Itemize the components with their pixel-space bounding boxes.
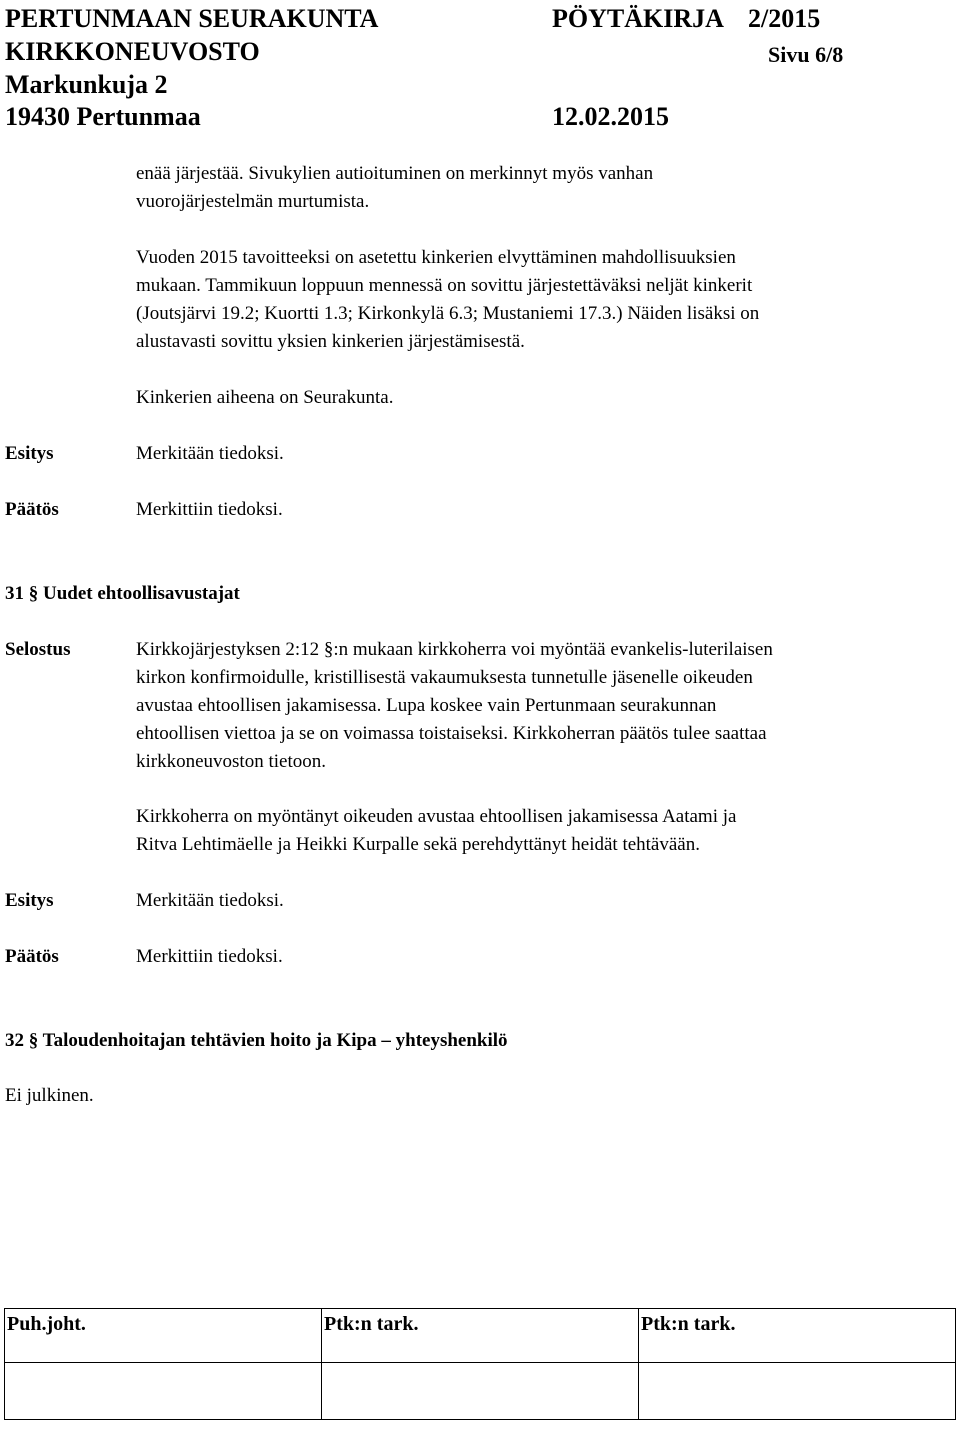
- paatos-label: Päätös: [5, 499, 59, 520]
- esitys-text: Merkitään tiedoksi.: [136, 890, 284, 911]
- selostus-label: Selostus: [5, 639, 71, 660]
- section-32-title: 32 § Taloudenhoitajan tehtävien hoito ja Kipa – yhteyshenkilö: [5, 1030, 508, 1051]
- body-name: KIRKKONEUVOSTO: [5, 37, 260, 66]
- doc-number: 2/2015: [748, 4, 821, 33]
- signature-examiner-label: Ptk:n tark.: [639, 1309, 956, 1363]
- esitys-label: Esitys: [5, 443, 54, 464]
- street-address: Markunkuja 2: [5, 70, 168, 99]
- selostus-paragraph: Kirkkojärjestyksen 2:12 §:n mukaan kirkkoherra voi myöntää evankelis-luterilaisen kirkon konfirmoidulle, kristillisestä vakaumuksesta tunnetulle jäsenelle oikeuden avustaa ehtoollisen jakamisessa. Lupa koskee vain Pertunmaan seurakunnan ehtoollisen viettoa ja se on voimassa toistaiseksi. Kirkkoherran päätös tulee saattaa kirkkoneuvoston tietoon.: [136, 639, 773, 772]
- postal-address: 19430 Pertunmaa: [5, 102, 201, 131]
- continued-paragraph-3: Kinkerien aiheena on Seurakunta.: [136, 387, 394, 408]
- paatos-text: Merkittiin tiedoksi.: [136, 946, 283, 967]
- signature-chair-label: Puh.joht.: [5, 1309, 322, 1363]
- section-31-title: 31 § Uudet ehtoollisavustajat: [5, 583, 240, 604]
- signature-examiner-label: Ptk:n tark.: [322, 1309, 639, 1363]
- signature-table: [4, 1308, 956, 1420]
- paatos-text: Merkittiin tiedoksi.: [136, 499, 283, 520]
- section-31-paragraph-2: Kirkkoherra on myöntänyt oikeuden avustaa ehtoollisen jakamisessa Aatami ja Ritva Lehtimäelle ja Heikki Kurpalle sekä perehdyttänyt heidät tehtävään.: [136, 806, 737, 855]
- signature-box: [322, 1363, 639, 1420]
- signature-box: [5, 1363, 322, 1420]
- esitys-text: Merkitään tiedoksi.: [136, 443, 284, 464]
- org-name: PERTUNMAAN SEURAKUNTA: [5, 4, 379, 33]
- paatos-label: Päätös: [5, 946, 59, 967]
- continued-paragraph-1: enää järjestää. Sivukylien autioituminen on merkinnyt myös vanhan vuorojärjestelmän murtumista.: [136, 163, 654, 212]
- esitys-label: Esitys: [5, 890, 54, 911]
- continued-paragraph-2: Vuoden 2015 tavoitteeksi on asetettu kinkerien elvyttäminen mahdollisuuksien mukaan. Tammikuun loppuun mennessä on sovittu järjestettäväksi neljät kinkerit (Joutsjärvi 19.2; Kuortti 1.3; Kirkonkylä 6.3; Mustaniemi 17.3.) Näiden lisäksi on alustavasti sovittu yksien kinkerien järjestämisestä.: [136, 247, 760, 352]
- page-number: Sivu 6/8: [768, 42, 844, 67]
- signature-box: [639, 1363, 956, 1420]
- meeting-date: 12.02.2015: [552, 102, 669, 131]
- section-32-text: Ei julkinen.: [5, 1085, 94, 1106]
- doc-type: PÖYTÄKIRJA: [552, 4, 724, 33]
